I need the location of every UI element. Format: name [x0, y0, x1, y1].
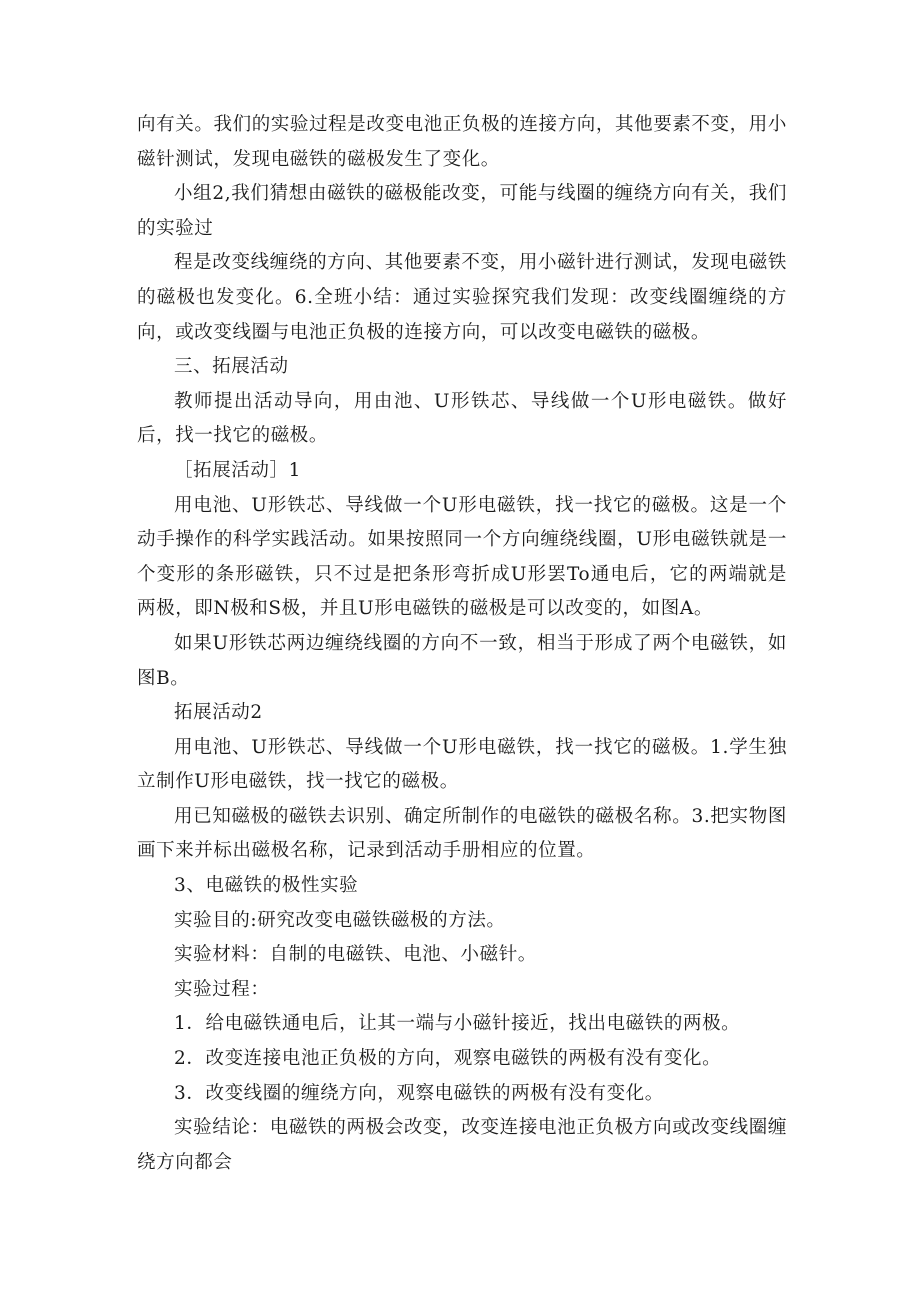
paragraph-group2-process: 程是改变线缠绕的方向、其他要素不变，用小磁针进行测试，发现电磁铁的磁极也发变化。6.全班小结：通过实验探究我们发现：改变线圈缠绕的方向，或改变线圈与电池正负极的连接方向，可以改变电磁铁的磁极。 [137, 252, 787, 343]
list-item-step-1: 1．给电磁铁通电后，让其一端与小磁针接近，找出电磁铁的两极。 [174, 1013, 741, 1035]
document-page [137, 108, 787, 1180]
paragraph-figure-b: 如果U形铁芯两边缠绕线圈的方向不一致，相当于形成了两个电磁铁，如图B。 [137, 632, 787, 689]
paragraph-activity-1-body: 用电池、U形铁芯、导线做一个U形电磁铁，找一找它的磁极。这是一个动手操作的科学实践活动。如果按照同一个方向缠绕线圈，U形电磁铁就是一个变形的条形磁铁，只不过是把条形弯折成U形罢To通电后，它的两端就是两极，即N极和S极，并且U形电磁铁的磁极是可以改变的，如图A。 [137, 494, 787, 620]
paragraph-activity-2-body: 用电池、U形铁芯、导线做一个U形电磁铁，找一找它的磁极。1.学生独立制作U形电磁铁，找一找它的磁极。 [137, 736, 787, 793]
subheading-polarity-experiment: 3、电磁铁的极性实验 [174, 875, 359, 897]
paragraph-teacher-guidance: 教师提出活动导向，用由池、U形铁芯、导线做一个U形电磁铁。做好后，找一找它的磁极。 [137, 390, 787, 447]
subheading-activity-1: ［拓展活动］1 [174, 459, 301, 481]
list-item-step-2: 2．改变连接电池正负极的方向，观察电磁铁的两极有没有变化。 [174, 1048, 722, 1070]
paragraph-continuation: 向有关。我们的实验过程是改变电池正负极的连接方向，其他要素不变，用小磁针测试，发现电磁铁的磁极发生了变化。 [137, 114, 787, 170]
paragraph-group2-hypothesis: 小组2,我们猜想由磁铁的磁极能改变，可能与线圈的缠绕方向有关，我们的实验过 [137, 183, 787, 239]
subheading-activity-2: 拓展活动2 [174, 702, 263, 724]
paragraph-identify-poles: 用已知磁极的磁铁去识别、确定所制作的电磁铁的磁极名称。3.把实物图画下来并标出磁极名称，记录到活动手册相应的位置。 [137, 805, 787, 862]
paragraph-experiment-materials: 实验材料：自制的电磁铁、电池、小磁针。 [174, 944, 537, 966]
section-heading-extension: 三、拓展活动 [174, 356, 289, 378]
paragraph-experiment-conclusion: 实验结论：电磁铁的两极会改变，改变连接电池正负极方向或改变线圈缠绕方向都会 [137, 1117, 787, 1173]
paragraph-experiment-process-label: 实验过程： [174, 978, 270, 1000]
paragraph-experiment-goal: 实验目的:研究改变电磁铁磁极的方法。 [174, 909, 506, 931]
list-item-step-3: 3．改变线圈的缠绕方向，观察电磁铁的两极有没有变化。 [174, 1082, 664, 1104]
